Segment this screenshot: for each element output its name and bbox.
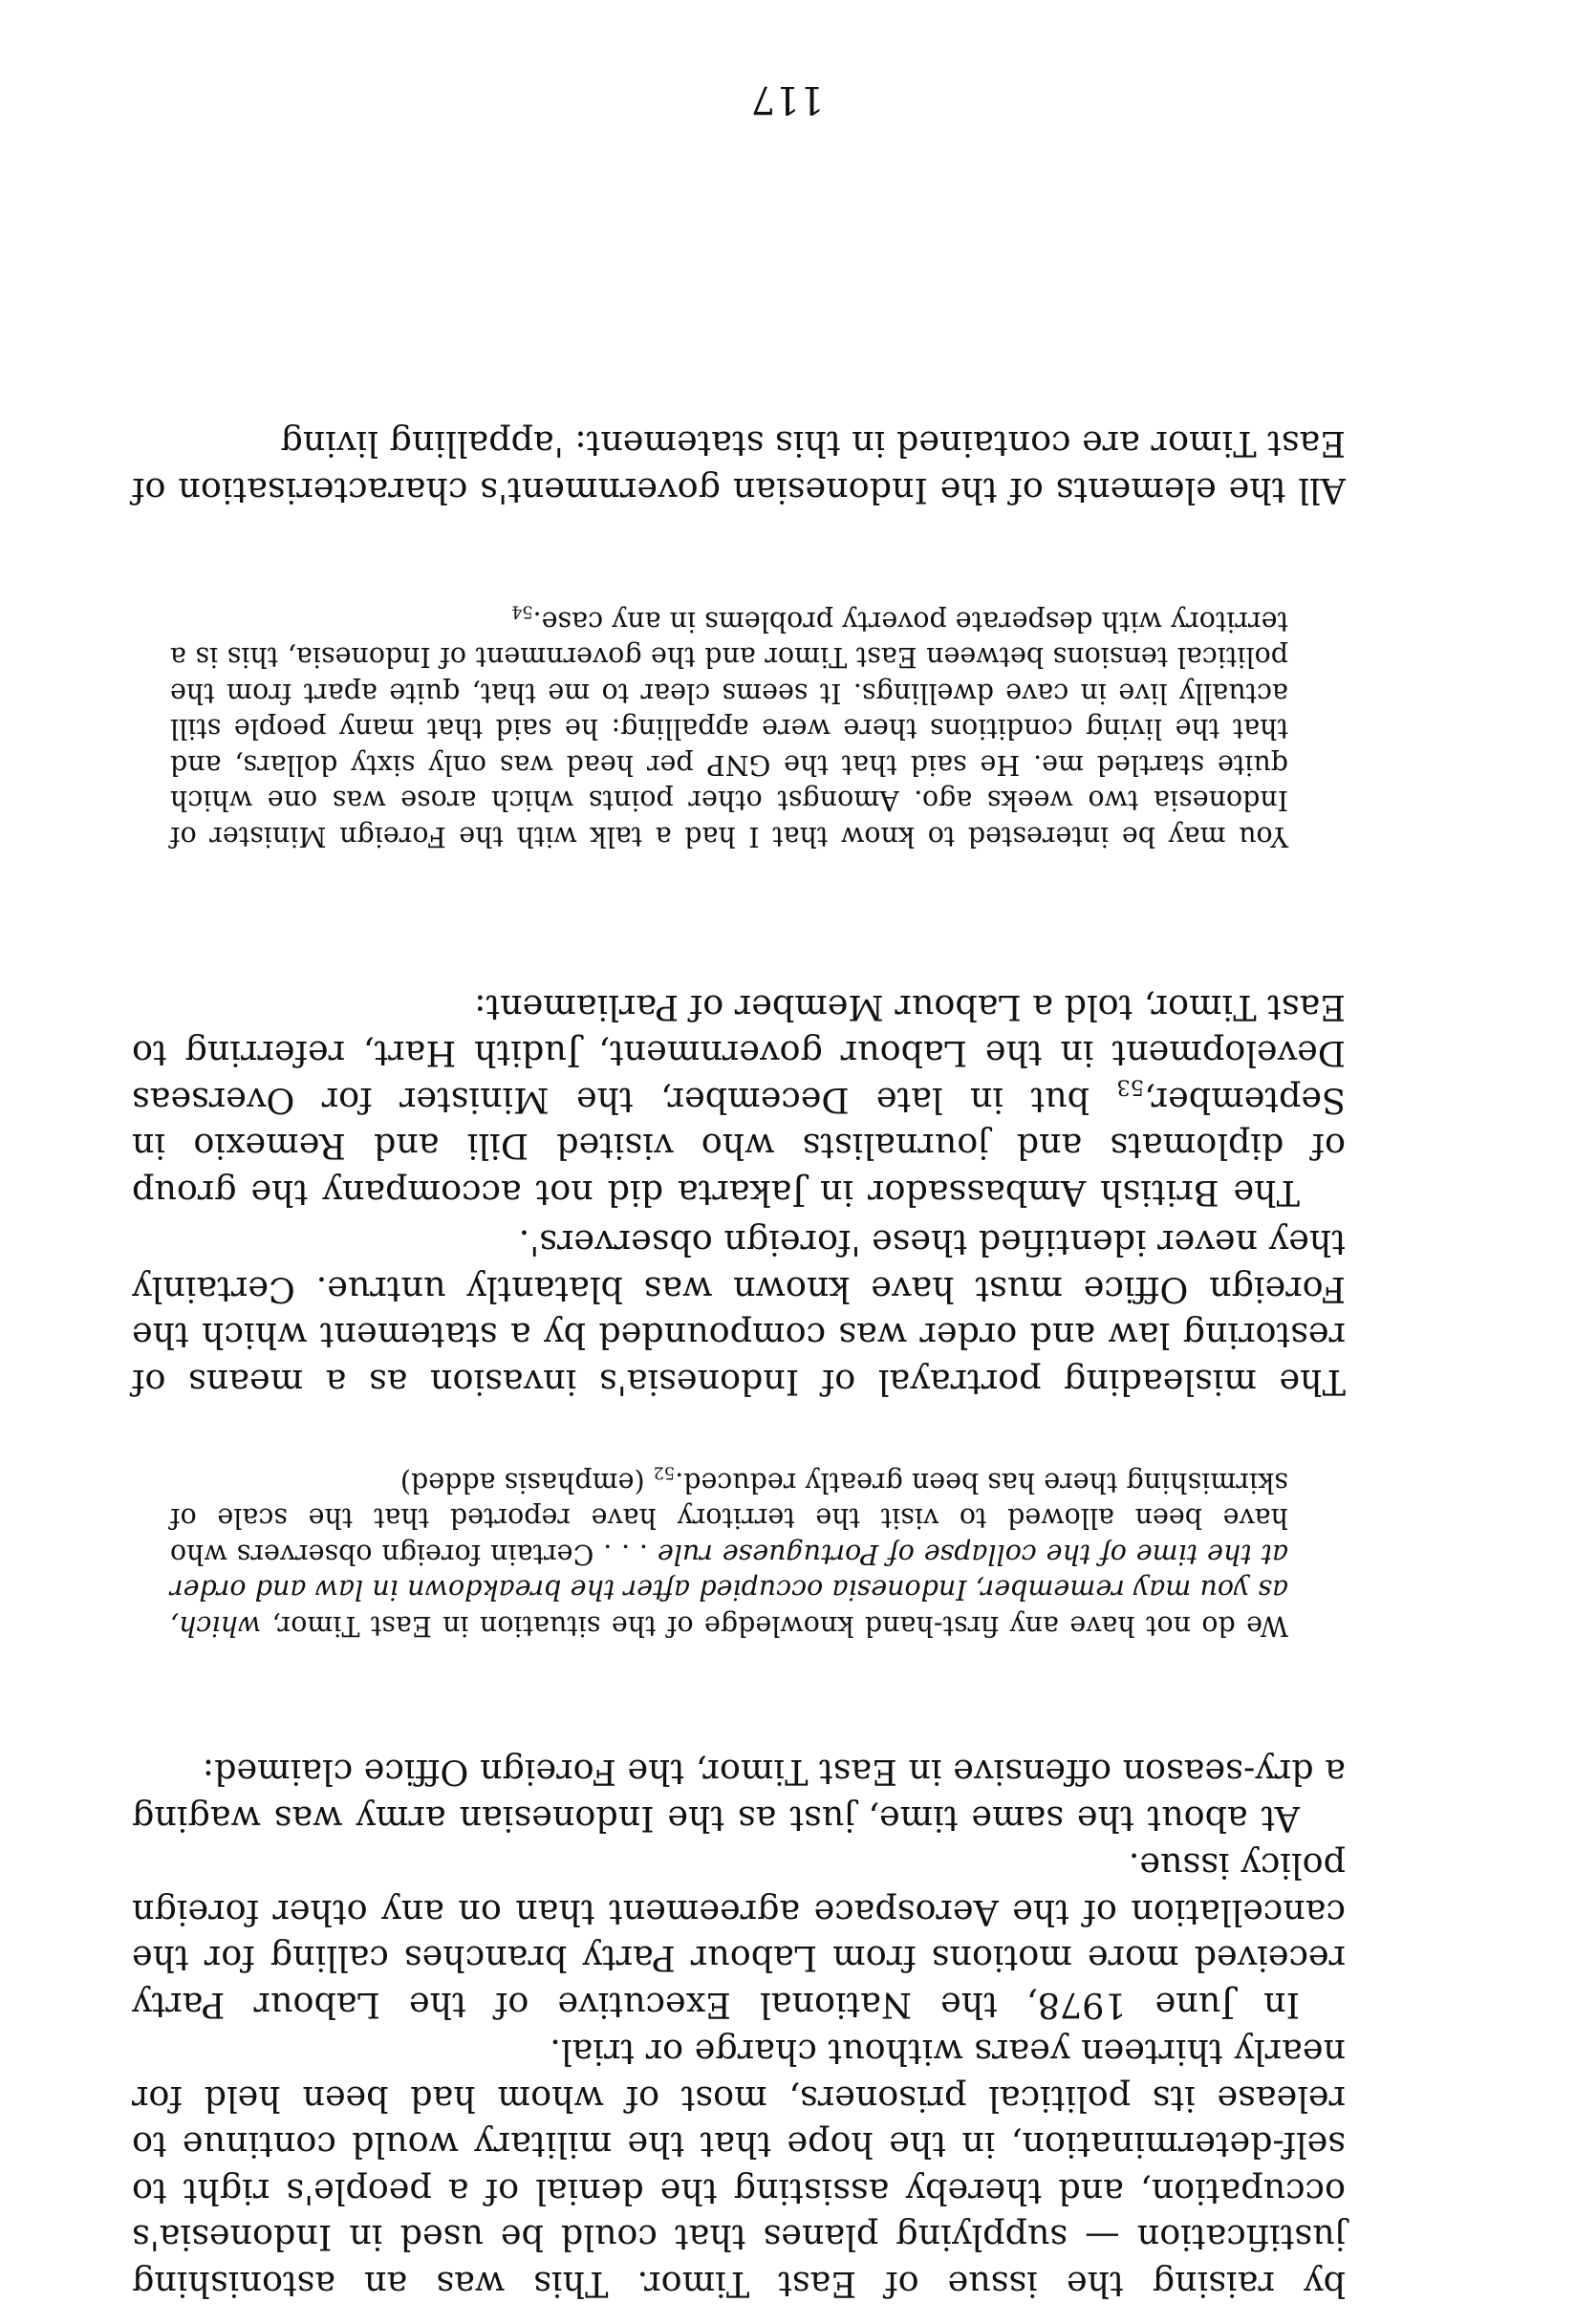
paragraph-aerospace-justification: by raising the issue of East Timor. This was an astonishing justification — supplying planes that could be used in Indonesia's occupation, and thereby assisting the denial of a people's right to self-determination, in the hope that the military would continue to release its political prisoners, most of whom had been held for nearly thirteen years without charge or trial.: [132, 2032, 1346, 2305]
quote-judith-hart: [170, 601, 1288, 855]
paragraph-misleading-portrayal: The misleading portrayal of Indonesia's invasion as a means of restoring law and order was compounded by a statement which the Foreign Office must have known was blatantly untrue. Certainly they never identified these 'foreign observers'.: [132, 1222, 1346, 1403]
quote-text: . . . Certain foreign observers who have been allowed to visit the territory have reported that the scale of skirmishing there has been greatly reduced.: [169, 1467, 1288, 1570]
quote-text: We do not have any first-hand knowledge of the situation in East Timor,: [261, 1610, 1288, 1642]
quote-emphasis: which, as you may remember, Indonesia occupied after the breakdown in law and order at the time of the collapse of Portuguese rule: [170, 1539, 1288, 1642]
paragraph-dry-season-offensive: At about the same time, just as the Indonesian army was waging a dry-season offensive in East Timor, the Foreign Office claimed:: [132, 1752, 1346, 1840]
quote-emphasis-note: (emphasis added): [399, 1467, 654, 1498]
paragraph-indonesian-characterisation: All the elements of the Indonesian government's characterisation of East Timor are contained in this statement: 'appalling living: [132, 423, 1346, 511]
page-number: 117: [750, 77, 825, 121]
quote-foreign-office: [169, 1462, 1288, 1645]
footnote-marker-52: 52: [653, 1462, 676, 1482]
footnote-marker-53: 53: [1116, 1074, 1145, 1100]
paragraph-labour-executive: In June 1978, the National Executive of the Labour Party received more motions from Labour Party branches calling for the cancellation of the Aerospace agreement than on any other foreign policy issue.: [132, 1845, 1346, 2026]
quote-text: You may be interested to know that I had a talk with the Foreign Minister of Indonesia two weeks ago. Amongst other points which arose was one which quite startled me. He said that the GNP per head was only sixty dollars, and that the living conditions there were appalling: he said that many people still actually live in cave dwellings. It seems clear to me that, quite apart from the political tensions between East Timor and the government of Indonesia, this is a territory with desperate poverty problems in any case.: [170, 606, 1288, 852]
paragraph-british-ambassador: [132, 984, 1346, 1216]
paragraph-text: but in late December, the Minister for Overseas Development in the Labour government, Judith Hart, referring to East Timor, told a Labour Member of Parliament:: [132, 987, 1346, 1121]
footnote-marker-54: 54: [511, 601, 533, 621]
paragraph-text: The British Ambassador in Jakarta did not accompany the group of diplomats and journalists who visited Dili and Remexio in September,: [132, 1080, 1346, 1214]
